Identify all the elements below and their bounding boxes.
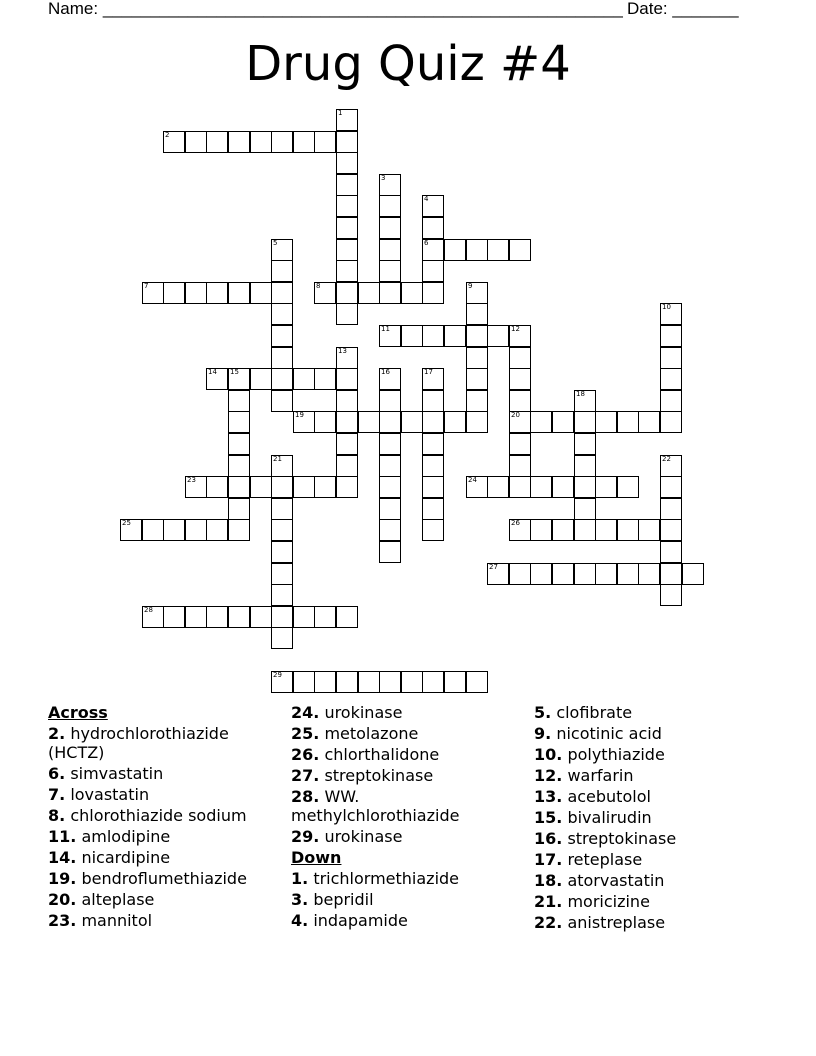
grid-cell[interactable] bbox=[271, 131, 293, 153]
grid-cell[interactable] bbox=[660, 325, 682, 347]
grid-cell[interactable] bbox=[509, 455, 531, 477]
grid-cell[interactable] bbox=[682, 563, 704, 585]
grid-cell[interactable] bbox=[660, 584, 682, 606]
grid-cell[interactable] bbox=[466, 368, 488, 390]
grid-cell[interactable] bbox=[422, 455, 444, 477]
across-heading: Across bbox=[48, 703, 108, 722]
grid-cell[interactable] bbox=[422, 519, 444, 541]
grid-cell[interactable] bbox=[638, 411, 660, 433]
clue-number-label: 19 bbox=[295, 411, 304, 419]
clue-number-label: 8 bbox=[316, 282, 321, 290]
clue-number-label: 13 bbox=[338, 347, 347, 355]
grid-cell[interactable] bbox=[271, 347, 293, 369]
grid-cell[interactable] bbox=[660, 563, 682, 585]
clue-number-label: 17 bbox=[424, 368, 433, 376]
clue-down-9: 9. nicotinic acid bbox=[534, 724, 662, 743]
grid-cell[interactable] bbox=[271, 563, 293, 585]
grid-cell[interactable] bbox=[228, 606, 250, 628]
clue-number-label: 2 bbox=[165, 131, 170, 139]
grid-cell[interactable] bbox=[466, 303, 488, 325]
grid-cell[interactable] bbox=[271, 519, 293, 541]
grid-cell[interactable] bbox=[336, 239, 358, 261]
clue-number-label: 1 bbox=[338, 109, 343, 117]
grid-cell[interactable] bbox=[509, 563, 531, 585]
grid-cell[interactable] bbox=[444, 411, 466, 433]
grid-cell[interactable] bbox=[228, 411, 250, 433]
grid-cell[interactable] bbox=[293, 131, 315, 153]
grid-cell[interactable] bbox=[552, 519, 574, 541]
grid-cell[interactable] bbox=[271, 476, 293, 498]
clue-down-16: 16. streptokinase bbox=[534, 829, 677, 848]
grid-cell[interactable] bbox=[271, 627, 293, 649]
grid-cell[interactable] bbox=[336, 282, 358, 304]
name-line: _______________________________________________________ bbox=[102, 0, 623, 18]
grid-cell[interactable] bbox=[574, 476, 596, 498]
clue-number-label: 6 bbox=[424, 239, 429, 247]
clue-column-3 bbox=[534, 703, 774, 934]
grid-cell[interactable] bbox=[466, 411, 488, 433]
grid-cell[interactable] bbox=[250, 476, 272, 498]
grid-cell[interactable] bbox=[142, 519, 164, 541]
clue-number-label: 15 bbox=[230, 368, 239, 376]
grid-cell[interactable] bbox=[314, 476, 336, 498]
clue-number-label: 20 bbox=[511, 411, 520, 419]
grid-cell[interactable] bbox=[336, 131, 358, 153]
grid-cell[interactable] bbox=[336, 433, 358, 455]
grid-cell[interactable] bbox=[660, 368, 682, 390]
grid-cell[interactable] bbox=[466, 671, 488, 693]
clue-across-14: 14. nicardipine bbox=[48, 848, 171, 867]
grid-cell[interactable] bbox=[660, 498, 682, 520]
grid-cell[interactable] bbox=[250, 131, 272, 153]
clue-across-23: 23. mannitol bbox=[48, 911, 153, 930]
grid-cell[interactable] bbox=[336, 303, 358, 325]
clue-number-label: 5 bbox=[273, 239, 278, 247]
grid-cell[interactable] bbox=[574, 411, 596, 433]
grid-cell[interactable] bbox=[379, 433, 401, 455]
clue-down-1: 1. trichlormethiazide bbox=[291, 869, 460, 888]
grid-cell[interactable] bbox=[444, 239, 466, 261]
clue-down-22: 22. anistreplase bbox=[534, 913, 666, 932]
grid-cell[interactable] bbox=[574, 455, 596, 477]
grid-cell[interactable] bbox=[379, 411, 401, 433]
grid-cell[interactable] bbox=[314, 368, 336, 390]
grid-cell[interactable] bbox=[336, 455, 358, 477]
clue-across-26: 26. chlorthalidone bbox=[291, 745, 440, 764]
grid-cell[interactable] bbox=[228, 476, 250, 498]
grid-cell[interactable] bbox=[336, 260, 358, 282]
clue-across-2: 2. hydrochlorothiazide (HCTZ) bbox=[48, 724, 229, 762]
grid-cell[interactable] bbox=[293, 671, 315, 693]
grid-cell[interactable] bbox=[660, 476, 682, 498]
grid-cell[interactable] bbox=[379, 498, 401, 520]
clue-number-label: 4 bbox=[424, 195, 429, 203]
grid-cell[interactable] bbox=[509, 390, 531, 412]
grid-cell[interactable] bbox=[314, 411, 336, 433]
grid-cell[interactable] bbox=[379, 541, 401, 563]
grid-cell[interactable] bbox=[444, 671, 466, 693]
clue-number-label: 21 bbox=[273, 455, 282, 463]
grid-cell[interactable] bbox=[250, 282, 272, 304]
name-label: Name: bbox=[48, 0, 99, 18]
grid-cell[interactable] bbox=[401, 411, 423, 433]
clue-down-15: 15. bivalirudin bbox=[534, 808, 652, 827]
grid-cell[interactable] bbox=[487, 476, 509, 498]
grid-cell[interactable] bbox=[358, 671, 380, 693]
grid-cell[interactable] bbox=[314, 671, 336, 693]
grid-cell[interactable] bbox=[574, 563, 596, 585]
clue-down-17: 17. reteplase bbox=[534, 850, 643, 869]
grid-cell[interactable] bbox=[314, 131, 336, 153]
grid-cell[interactable] bbox=[595, 476, 617, 498]
clue-number-label: 3 bbox=[381, 174, 386, 182]
clue-across-7: 7. lovastatin bbox=[48, 785, 150, 804]
grid-cell[interactable] bbox=[206, 606, 228, 628]
grid-cell[interactable] bbox=[293, 368, 315, 390]
grid-cell[interactable] bbox=[206, 282, 228, 304]
grid-cell[interactable] bbox=[379, 195, 401, 217]
clue-column-1 bbox=[48, 703, 283, 932]
clue-down-5: 5. clofibrate bbox=[534, 703, 633, 722]
clue-down-13: 13. acebutolol bbox=[534, 787, 651, 806]
grid-cell[interactable] bbox=[509, 433, 531, 455]
clue-across-19: 19. bendroflumethiazide bbox=[48, 869, 247, 888]
grid-cell[interactable] bbox=[358, 411, 380, 433]
clue-down-4: 4. indapamide bbox=[291, 911, 408, 930]
grid-cell[interactable] bbox=[509, 347, 531, 369]
clue-number-label: 23 bbox=[187, 476, 196, 484]
grid-cell[interactable] bbox=[379, 239, 401, 261]
grid-cell[interactable] bbox=[401, 325, 423, 347]
clue-across-27: 27. streptokinase bbox=[291, 766, 434, 785]
date-label: Date: bbox=[627, 0, 668, 18]
grid-cell[interactable] bbox=[422, 411, 444, 433]
grid-cell[interactable] bbox=[336, 411, 358, 433]
clue-number-label: 29 bbox=[273, 671, 282, 679]
clue-number-label: 10 bbox=[662, 303, 671, 311]
grid-cell[interactable] bbox=[422, 390, 444, 412]
grid-cell[interactable] bbox=[660, 541, 682, 563]
grid-cell[interactable] bbox=[206, 476, 228, 498]
grid-cell[interactable] bbox=[379, 390, 401, 412]
grid-cell[interactable] bbox=[379, 476, 401, 498]
grid-cell[interactable] bbox=[358, 282, 380, 304]
grid-cell[interactable] bbox=[530, 563, 552, 585]
grid-cell[interactable] bbox=[185, 606, 207, 628]
clue-down-12: 12. warfarin bbox=[534, 766, 634, 785]
grid-cell[interactable] bbox=[336, 606, 358, 628]
grid-cell[interactable] bbox=[422, 282, 444, 304]
clue-number-label: 9 bbox=[468, 282, 473, 290]
grid-cell[interactable] bbox=[487, 239, 509, 261]
grid-cell[interactable] bbox=[660, 411, 682, 433]
clue-number-label: 14 bbox=[208, 368, 217, 376]
grid-cell[interactable] bbox=[271, 303, 293, 325]
grid-cell[interactable] bbox=[271, 368, 293, 390]
grid-cell[interactable] bbox=[552, 411, 574, 433]
grid-cell[interactable] bbox=[271, 282, 293, 304]
date-line: _______ bbox=[672, 0, 739, 18]
grid-cell[interactable] bbox=[552, 476, 574, 498]
down-heading: Down bbox=[291, 848, 342, 867]
grid-cell[interactable] bbox=[271, 498, 293, 520]
grid-cell[interactable] bbox=[401, 282, 423, 304]
grid-cell[interactable] bbox=[271, 260, 293, 282]
clue-across-6: 6. simvastatin bbox=[48, 764, 164, 783]
grid-cell[interactable] bbox=[466, 390, 488, 412]
grid-cell[interactable] bbox=[466, 239, 488, 261]
grid-cell[interactable] bbox=[422, 260, 444, 282]
grid-cell[interactable] bbox=[509, 239, 531, 261]
clue-across-28: 28. WW. methylchlorothiazide bbox=[291, 787, 460, 825]
grid-cell[interactable] bbox=[574, 519, 596, 541]
clue-down-18: 18. atorvastatin bbox=[534, 871, 665, 890]
grid-cell[interactable] bbox=[379, 671, 401, 693]
grid-cell[interactable] bbox=[379, 282, 401, 304]
grid-cell[interactable] bbox=[228, 519, 250, 541]
grid-cell[interactable] bbox=[422, 433, 444, 455]
clue-across-20: 20. alteplase bbox=[48, 890, 155, 909]
grid-cell[interactable] bbox=[379, 260, 401, 282]
clue-down-3: 3. bepridil bbox=[291, 890, 374, 909]
grid-cell[interactable] bbox=[552, 563, 574, 585]
grid-cell[interactable] bbox=[336, 368, 358, 390]
grid-cell[interactable] bbox=[271, 606, 293, 628]
grid-cell[interactable] bbox=[379, 455, 401, 477]
page-title: Drug Quiz #4 bbox=[245, 36, 571, 92]
grid-cell[interactable] bbox=[509, 476, 531, 498]
grid-cell[interactable] bbox=[271, 390, 293, 412]
grid-cell[interactable] bbox=[206, 131, 228, 153]
grid-cell[interactable] bbox=[336, 174, 358, 196]
grid-cell[interactable] bbox=[617, 563, 639, 585]
clue-number-label: 22 bbox=[662, 455, 671, 463]
grid-cell[interactable] bbox=[509, 368, 531, 390]
date-field bbox=[627, 0, 739, 18]
clue-number-label: 24 bbox=[468, 476, 477, 484]
grid-cell[interactable] bbox=[185, 282, 207, 304]
grid-cell[interactable] bbox=[595, 519, 617, 541]
clue-down-10: 10. polythiazide bbox=[534, 745, 665, 764]
grid-cell[interactable] bbox=[422, 325, 444, 347]
grid-cell[interactable] bbox=[336, 152, 358, 174]
grid-cell[interactable] bbox=[638, 563, 660, 585]
grid-cell[interactable] bbox=[660, 519, 682, 541]
grid-cell[interactable] bbox=[228, 390, 250, 412]
grid-cell[interactable] bbox=[250, 368, 272, 390]
grid-cell[interactable] bbox=[444, 325, 466, 347]
grid-cell[interactable] bbox=[293, 606, 315, 628]
grid-cell[interactable] bbox=[466, 325, 488, 347]
grid-cell[interactable] bbox=[595, 563, 617, 585]
grid-cell[interactable] bbox=[271, 584, 293, 606]
grid-cell[interactable] bbox=[466, 347, 488, 369]
grid-cell[interactable] bbox=[660, 347, 682, 369]
grid-cell[interactable] bbox=[379, 217, 401, 239]
clue-across-24: 24. urokinase bbox=[291, 703, 403, 722]
grid-cell[interactable] bbox=[617, 519, 639, 541]
grid-cell[interactable] bbox=[530, 411, 552, 433]
clue-number-label: 26 bbox=[511, 519, 520, 527]
grid-cell[interactable] bbox=[422, 498, 444, 520]
grid-cell[interactable] bbox=[228, 498, 250, 520]
grid-cell[interactable] bbox=[336, 671, 358, 693]
clue-number-label: 11 bbox=[381, 325, 390, 333]
grid-cell[interactable] bbox=[163, 519, 185, 541]
grid-cell[interactable] bbox=[336, 217, 358, 239]
grid-cell[interactable] bbox=[660, 390, 682, 412]
grid-cell[interactable] bbox=[250, 606, 272, 628]
grid-cell[interactable] bbox=[530, 476, 552, 498]
grid-cell[interactable] bbox=[271, 541, 293, 563]
clue-column-2 bbox=[291, 703, 526, 932]
clue-down-21: 21. moricizine bbox=[534, 892, 650, 911]
grid-cell[interactable] bbox=[163, 282, 185, 304]
clue-across-25: 25. metolazone bbox=[291, 724, 419, 743]
grid-cell[interactable] bbox=[530, 519, 552, 541]
grid-cell[interactable] bbox=[228, 455, 250, 477]
grid-cell[interactable] bbox=[422, 671, 444, 693]
grid-cell[interactable] bbox=[595, 411, 617, 433]
grid-cell[interactable] bbox=[617, 411, 639, 433]
grid-cell[interactable] bbox=[206, 519, 228, 541]
grid-cell[interactable] bbox=[336, 476, 358, 498]
grid-cell[interactable] bbox=[314, 606, 336, 628]
grid-cell[interactable] bbox=[422, 476, 444, 498]
clue-across-29: 29. urokinase bbox=[291, 827, 403, 846]
grid-cell[interactable] bbox=[228, 282, 250, 304]
grid-cell[interactable] bbox=[574, 433, 596, 455]
grid-cell[interactable] bbox=[487, 325, 509, 347]
grid-cell[interactable] bbox=[228, 131, 250, 153]
clue-across-11: 11. amlodipine bbox=[48, 827, 171, 846]
clue-number-label: 27 bbox=[489, 563, 498, 571]
clue-number-label: 7 bbox=[144, 282, 149, 290]
grid-cell[interactable] bbox=[401, 671, 423, 693]
grid-cell[interactable] bbox=[574, 498, 596, 520]
clue-across-8: 8. chlorothiazide sodium bbox=[48, 806, 247, 825]
grid-cell[interactable] bbox=[185, 131, 207, 153]
grid-cell[interactable] bbox=[379, 519, 401, 541]
grid-cell[interactable] bbox=[271, 325, 293, 347]
grid-cell[interactable] bbox=[163, 606, 185, 628]
clue-number-label: 16 bbox=[381, 368, 390, 376]
grid-cell[interactable] bbox=[228, 433, 250, 455]
clue-number-label: 28 bbox=[144, 606, 153, 614]
grid-cell[interactable] bbox=[422, 217, 444, 239]
clue-number-label: 18 bbox=[576, 390, 585, 398]
name-field bbox=[48, 0, 623, 18]
grid-cell[interactable] bbox=[638, 519, 660, 541]
grid-cell[interactable] bbox=[185, 519, 207, 541]
grid-cell[interactable] bbox=[617, 476, 639, 498]
grid-cell[interactable] bbox=[293, 476, 315, 498]
grid-cell[interactable] bbox=[336, 390, 358, 412]
clue-number-label: 25 bbox=[122, 519, 131, 527]
clue-number-label: 12 bbox=[511, 325, 520, 333]
grid-cell[interactable] bbox=[336, 195, 358, 217]
